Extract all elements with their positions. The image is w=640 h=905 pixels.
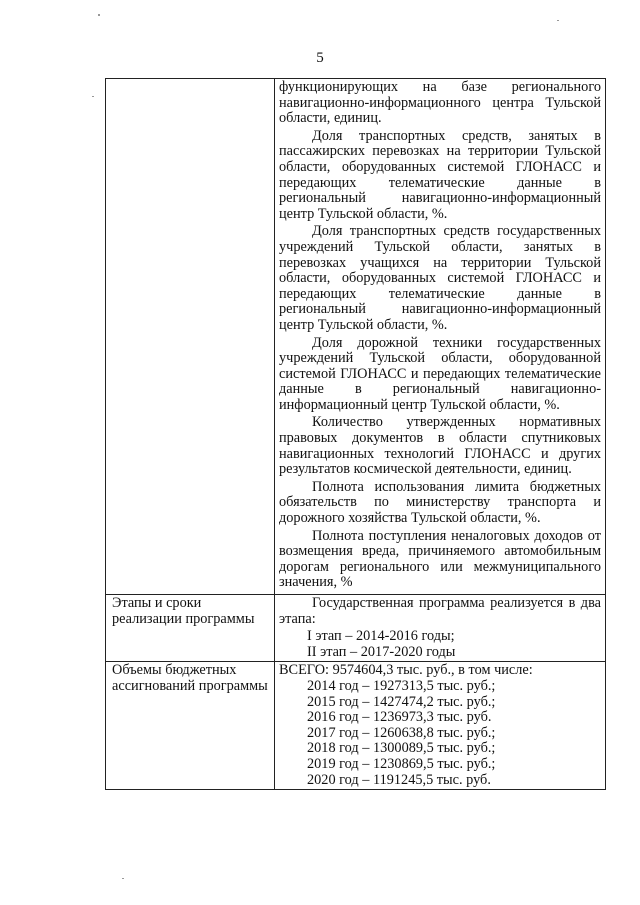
indicator-paragraph: функционирующих на базе регионального навигационно-информационного центра Тульской области, единиц. bbox=[279, 79, 601, 127]
indicator-paragraph: Количество утвержденных нормативных правовых документов в области спутниковых навигационных технологий ГЛОНАСС и других результатов космической деятельности, единиц. bbox=[279, 414, 601, 478]
scan-speck bbox=[557, 20, 559, 21]
budget-year-item: 2017 год – 1260638,8 тыс. руб.; bbox=[307, 724, 496, 741]
budget-label: Объемы бюджетных ассигнований программы bbox=[106, 662, 275, 790]
stage-item: II этап – 2017-2020 годы bbox=[307, 643, 456, 660]
scan-speck bbox=[98, 14, 100, 16]
budget-year-item: 2019 год – 1230869,5 тыс. руб.; bbox=[307, 755, 496, 772]
indicator-paragraph: Доля транспортных средств, занятых в пассажирских перевозках на территории Тульской области, оборудованных системой ГЛОНАСС и передающих телематические данные в региональный навигационно-информационный центр Тульской области, %. bbox=[279, 127, 601, 222]
program-passport-table bbox=[105, 78, 606, 790]
table-row-indicators bbox=[106, 79, 606, 595]
indicator-paragraph: Полнота поступления неналоговых доходов от возмещения вреда, причиняемого автомобильным дорогам регионального или межмуниципального значения, % bbox=[279, 527, 601, 591]
page-number: 5 bbox=[316, 50, 324, 66]
stages-content-cell bbox=[275, 595, 606, 662]
budget-year-item: 2018 год – 1300089,5 тыс. руб.; bbox=[307, 740, 496, 757]
budget-year-item: 2016 год – 1236973,3 тыс. руб. bbox=[307, 709, 492, 726]
indicator-paragraph: Полнота использования лимита бюджетных обязательств по министерству транспорта и дорожного хозяйства Тульской области, %. bbox=[279, 478, 601, 527]
budget-content-cell bbox=[275, 662, 606, 790]
budget-total: ВСЕГО: 9574604,3 тыс. руб., в том числе: bbox=[279, 662, 533, 679]
indicators-content-cell bbox=[275, 79, 606, 595]
budget-year-item: 2014 год – 1927313,5 тыс. руб.; bbox=[307, 677, 496, 694]
stages-intro: Государственная программа реализуется в два этапа: bbox=[279, 595, 601, 627]
budget-year-item: 2015 год – 1427474,2 тыс. руб.; bbox=[307, 693, 496, 710]
indicator-paragraph: Доля дорожной техники государственных учреждений Тульской области, оборудованной системой ГЛОНАСС и передающих телематические данные в региональный навигационно-информационный центр Тульской области, %. bbox=[279, 334, 601, 413]
table-row-stages bbox=[106, 595, 606, 662]
indicator-paragraph: Доля транспортных средств государственных учреждений Тульской области, занятых в перевозках учащихся на территории Тульской области, оборудованных системой ГЛОНАСС и передающих телематические данные в региональный навигационно-информационный центр Тульской области, %. bbox=[279, 223, 601, 333]
budget-year-item: 2020 год – 1191245,5 тыс. руб. bbox=[307, 771, 491, 788]
stages-label: Этапы и сроки реализации программы bbox=[106, 595, 275, 662]
table-row-budget bbox=[106, 662, 606, 790]
indicators-label-cell bbox=[106, 79, 275, 595]
scan-speck bbox=[92, 96, 94, 97]
scan-speck bbox=[122, 878, 124, 879]
stage-item: I этап – 2014-2016 годы; bbox=[307, 628, 455, 645]
